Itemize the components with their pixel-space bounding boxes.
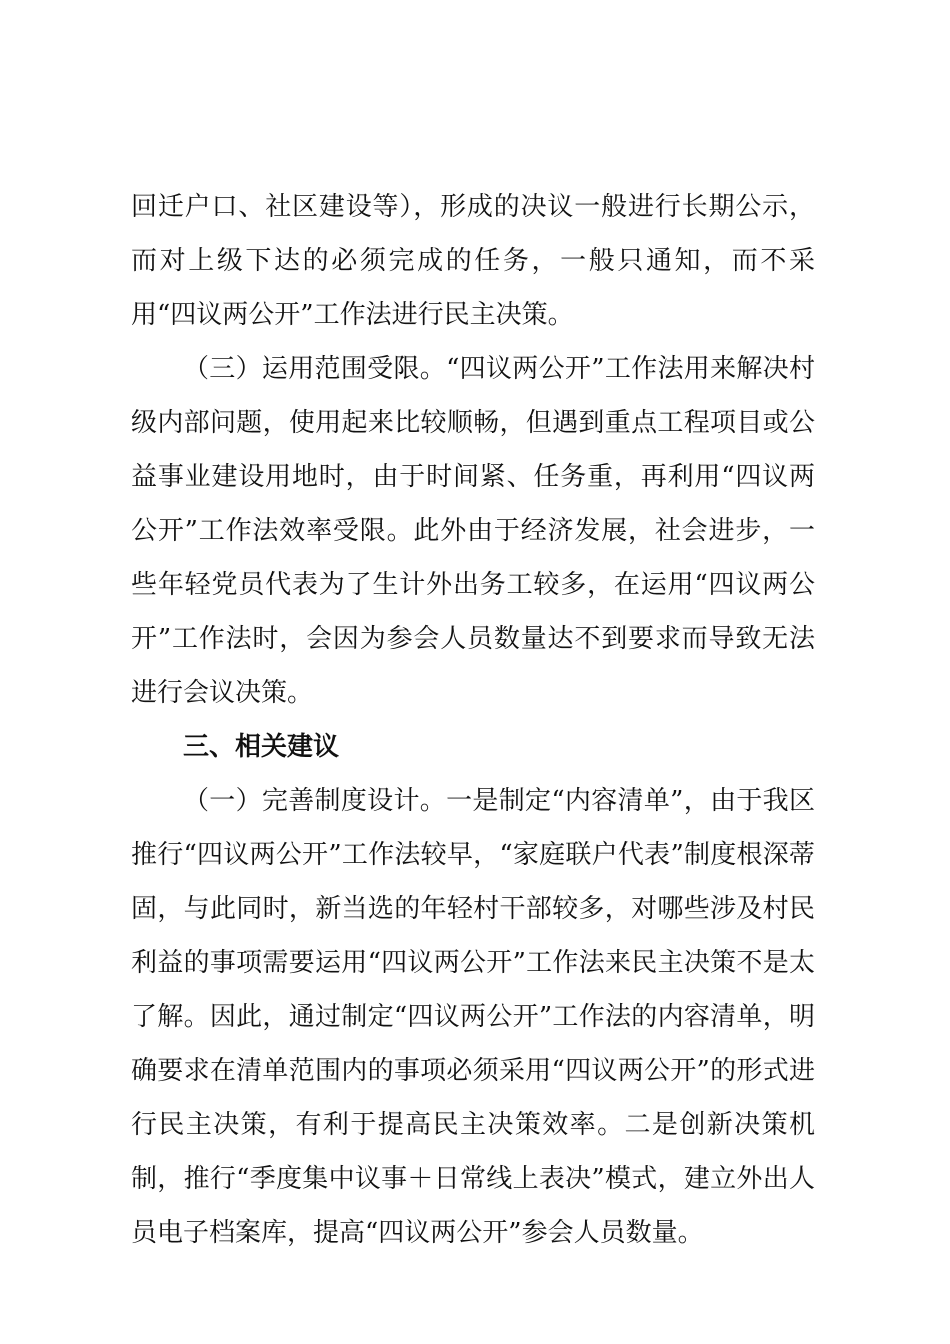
paragraph-scope-limited: （三）运用范围受限。“四议两公开”工作法用来解决村级内部问题，使用起来比较顺畅，但遇到重点工程项目或公益事业建设用地时，由于时间紧、任务重，再利用“四议两公开”工作法效率受限。此外由于经济发展，社会进步，一些年轻党员代表为了生计外出务工较多，在运用“四议两公开”工作法时，会因为参会人员数量达不到要求而导致无法进行会议决策。: [131, 354, 815, 708]
section-heading-suggestions: 三、相关建议: [183, 732, 340, 762]
paragraph-improve-system: （一）完善制度设计。一是制定“内容清单”，由于我区推行“四议两公开”工作法较早，“家庭联户代表”制度根深蒂固，与此同时，新当选的年轻村干部较多，对哪些涉及村民利益的事项需要运用“四议两公开”工作法来民主决策不是太了解。因此，通过制定“四议两公开”工作法的内容清单，明确要求在清单范围内的事项必须采用“四议两公开”的形式进行民主决策，有利于提高民主决策效率。二是创新决策机制，推行“季度集中议事＋日常线上表决”模式，建立外出人员电子档案库，提高“四议两公开”参会人员数量。: [131, 786, 815, 1248]
paragraph-continuation: 回迁户口、社区建设等），形成的决议一般进行长期公示，而对上级下达的必须完成的任务，一般只通知，而不采用“四议两公开”工作法进行民主决策。: [131, 192, 815, 330]
document-body: [131, 180, 815, 1260]
